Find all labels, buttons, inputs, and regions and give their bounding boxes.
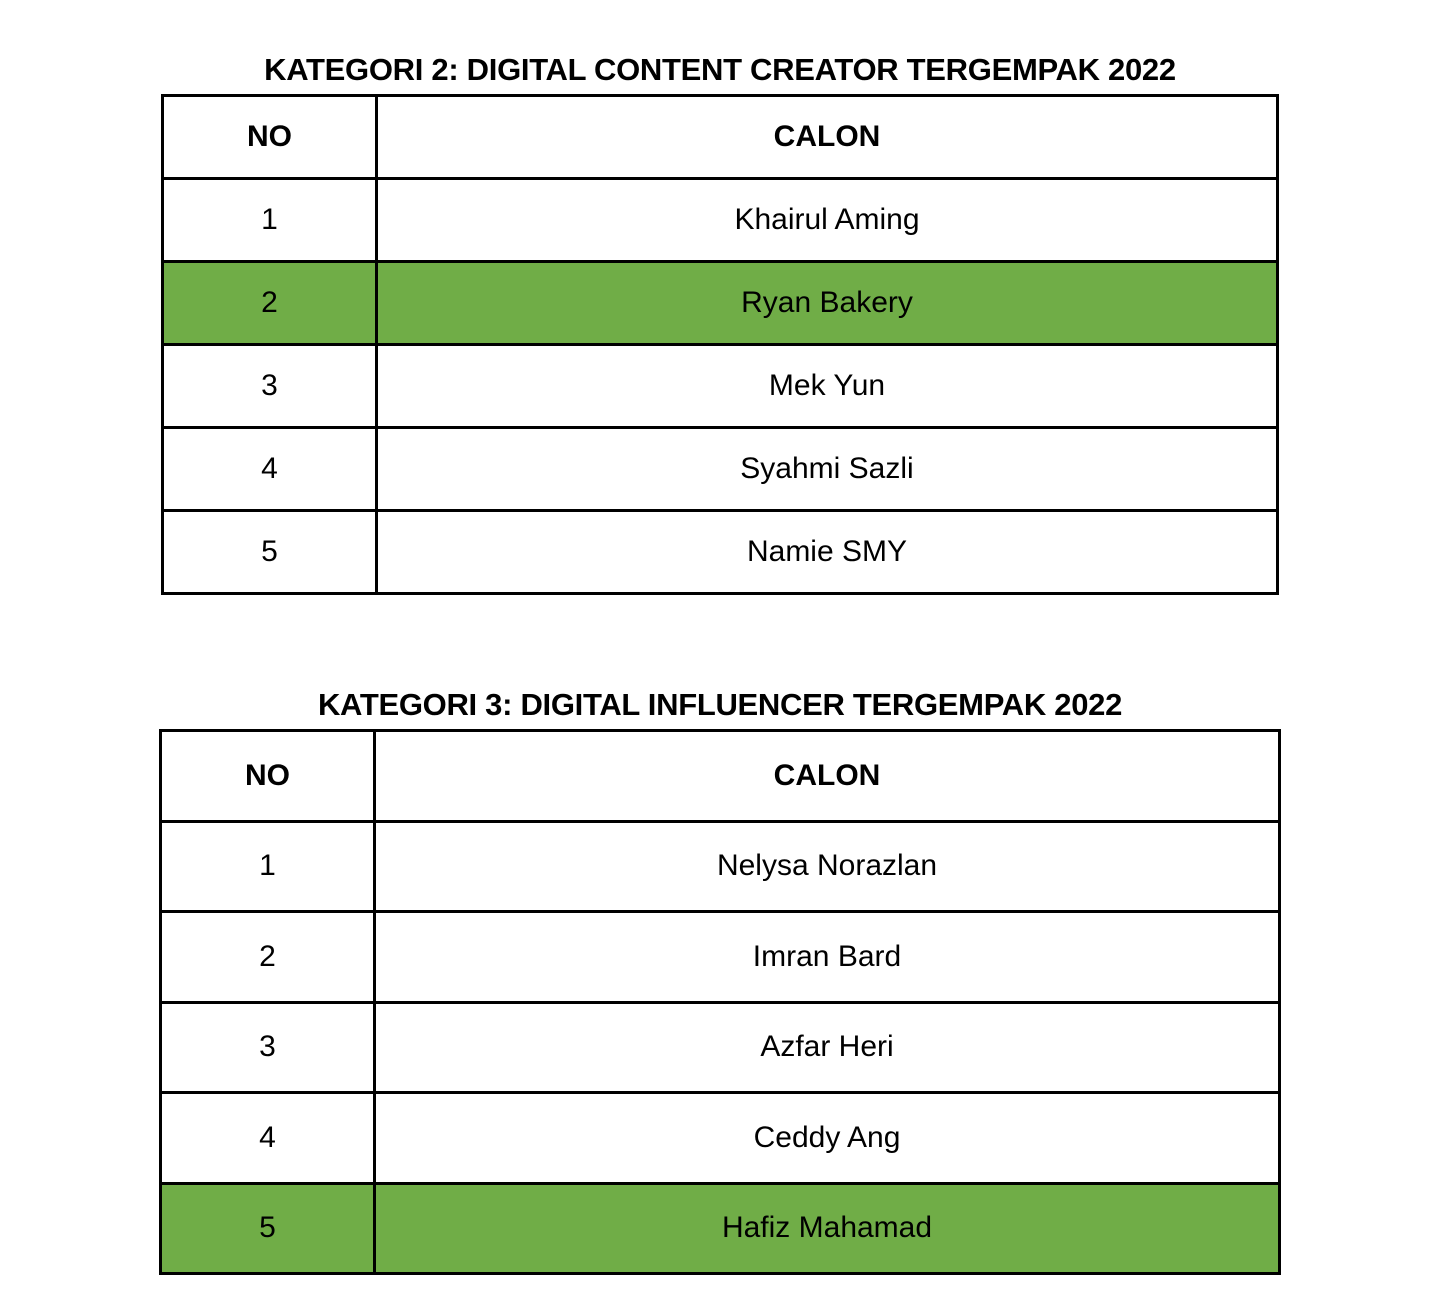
header-calon: CALON xyxy=(375,731,1280,822)
header-no: NO xyxy=(161,731,375,822)
cell-no: 5 xyxy=(161,1183,375,1274)
cell-no: 3 xyxy=(163,345,377,428)
table-row xyxy=(161,821,1280,912)
cell-calon: Mek Yun xyxy=(377,345,1278,428)
cell-calon: Ceddy Ang xyxy=(375,1093,1280,1184)
table-row xyxy=(163,179,1278,262)
table-header-row xyxy=(161,731,1280,822)
table-row xyxy=(161,912,1280,1003)
table-header-row xyxy=(163,96,1278,179)
cell-no: 4 xyxy=(161,1093,375,1184)
header-calon: CALON xyxy=(377,96,1278,179)
table-row xyxy=(163,511,1278,594)
cell-no: 2 xyxy=(163,262,377,345)
table-row xyxy=(161,1093,1280,1184)
cell-calon: Syahmi Sazli xyxy=(377,428,1278,511)
cell-no: 1 xyxy=(161,821,375,912)
table-row-highlighted xyxy=(161,1183,1280,1274)
category-2-title: KATEGORI 2: DIGITAL CONTENT CREATOR TERGEMPAK 2022 xyxy=(264,52,1176,87)
cell-no: 2 xyxy=(161,912,375,1003)
cell-calon: Namie SMY xyxy=(377,511,1278,594)
table-row-highlighted xyxy=(163,262,1278,345)
header-no: NO xyxy=(163,96,377,179)
cell-no: 4 xyxy=(163,428,377,511)
cell-calon: Hafiz Mahamad xyxy=(375,1183,1280,1274)
table-row xyxy=(161,1002,1280,1093)
cell-calon: Nelysa Norazlan xyxy=(375,821,1280,912)
cell-calon: Khairul Aming xyxy=(377,179,1278,262)
cell-calon: Imran Bard xyxy=(375,912,1280,1003)
cell-no: 1 xyxy=(163,179,377,262)
category-2-table xyxy=(161,94,1279,595)
category-3-title: KATEGORI 3: DIGITAL INFLUENCER TERGEMPAK 2022 xyxy=(317,687,1123,722)
category-3-table xyxy=(159,729,1281,1275)
cell-calon: Azfar Heri xyxy=(375,1002,1280,1093)
cell-no: 3 xyxy=(161,1002,375,1093)
table-row xyxy=(163,428,1278,511)
table-row xyxy=(163,345,1278,428)
cell-calon: Ryan Bakery xyxy=(377,262,1278,345)
cell-no: 5 xyxy=(163,511,377,594)
